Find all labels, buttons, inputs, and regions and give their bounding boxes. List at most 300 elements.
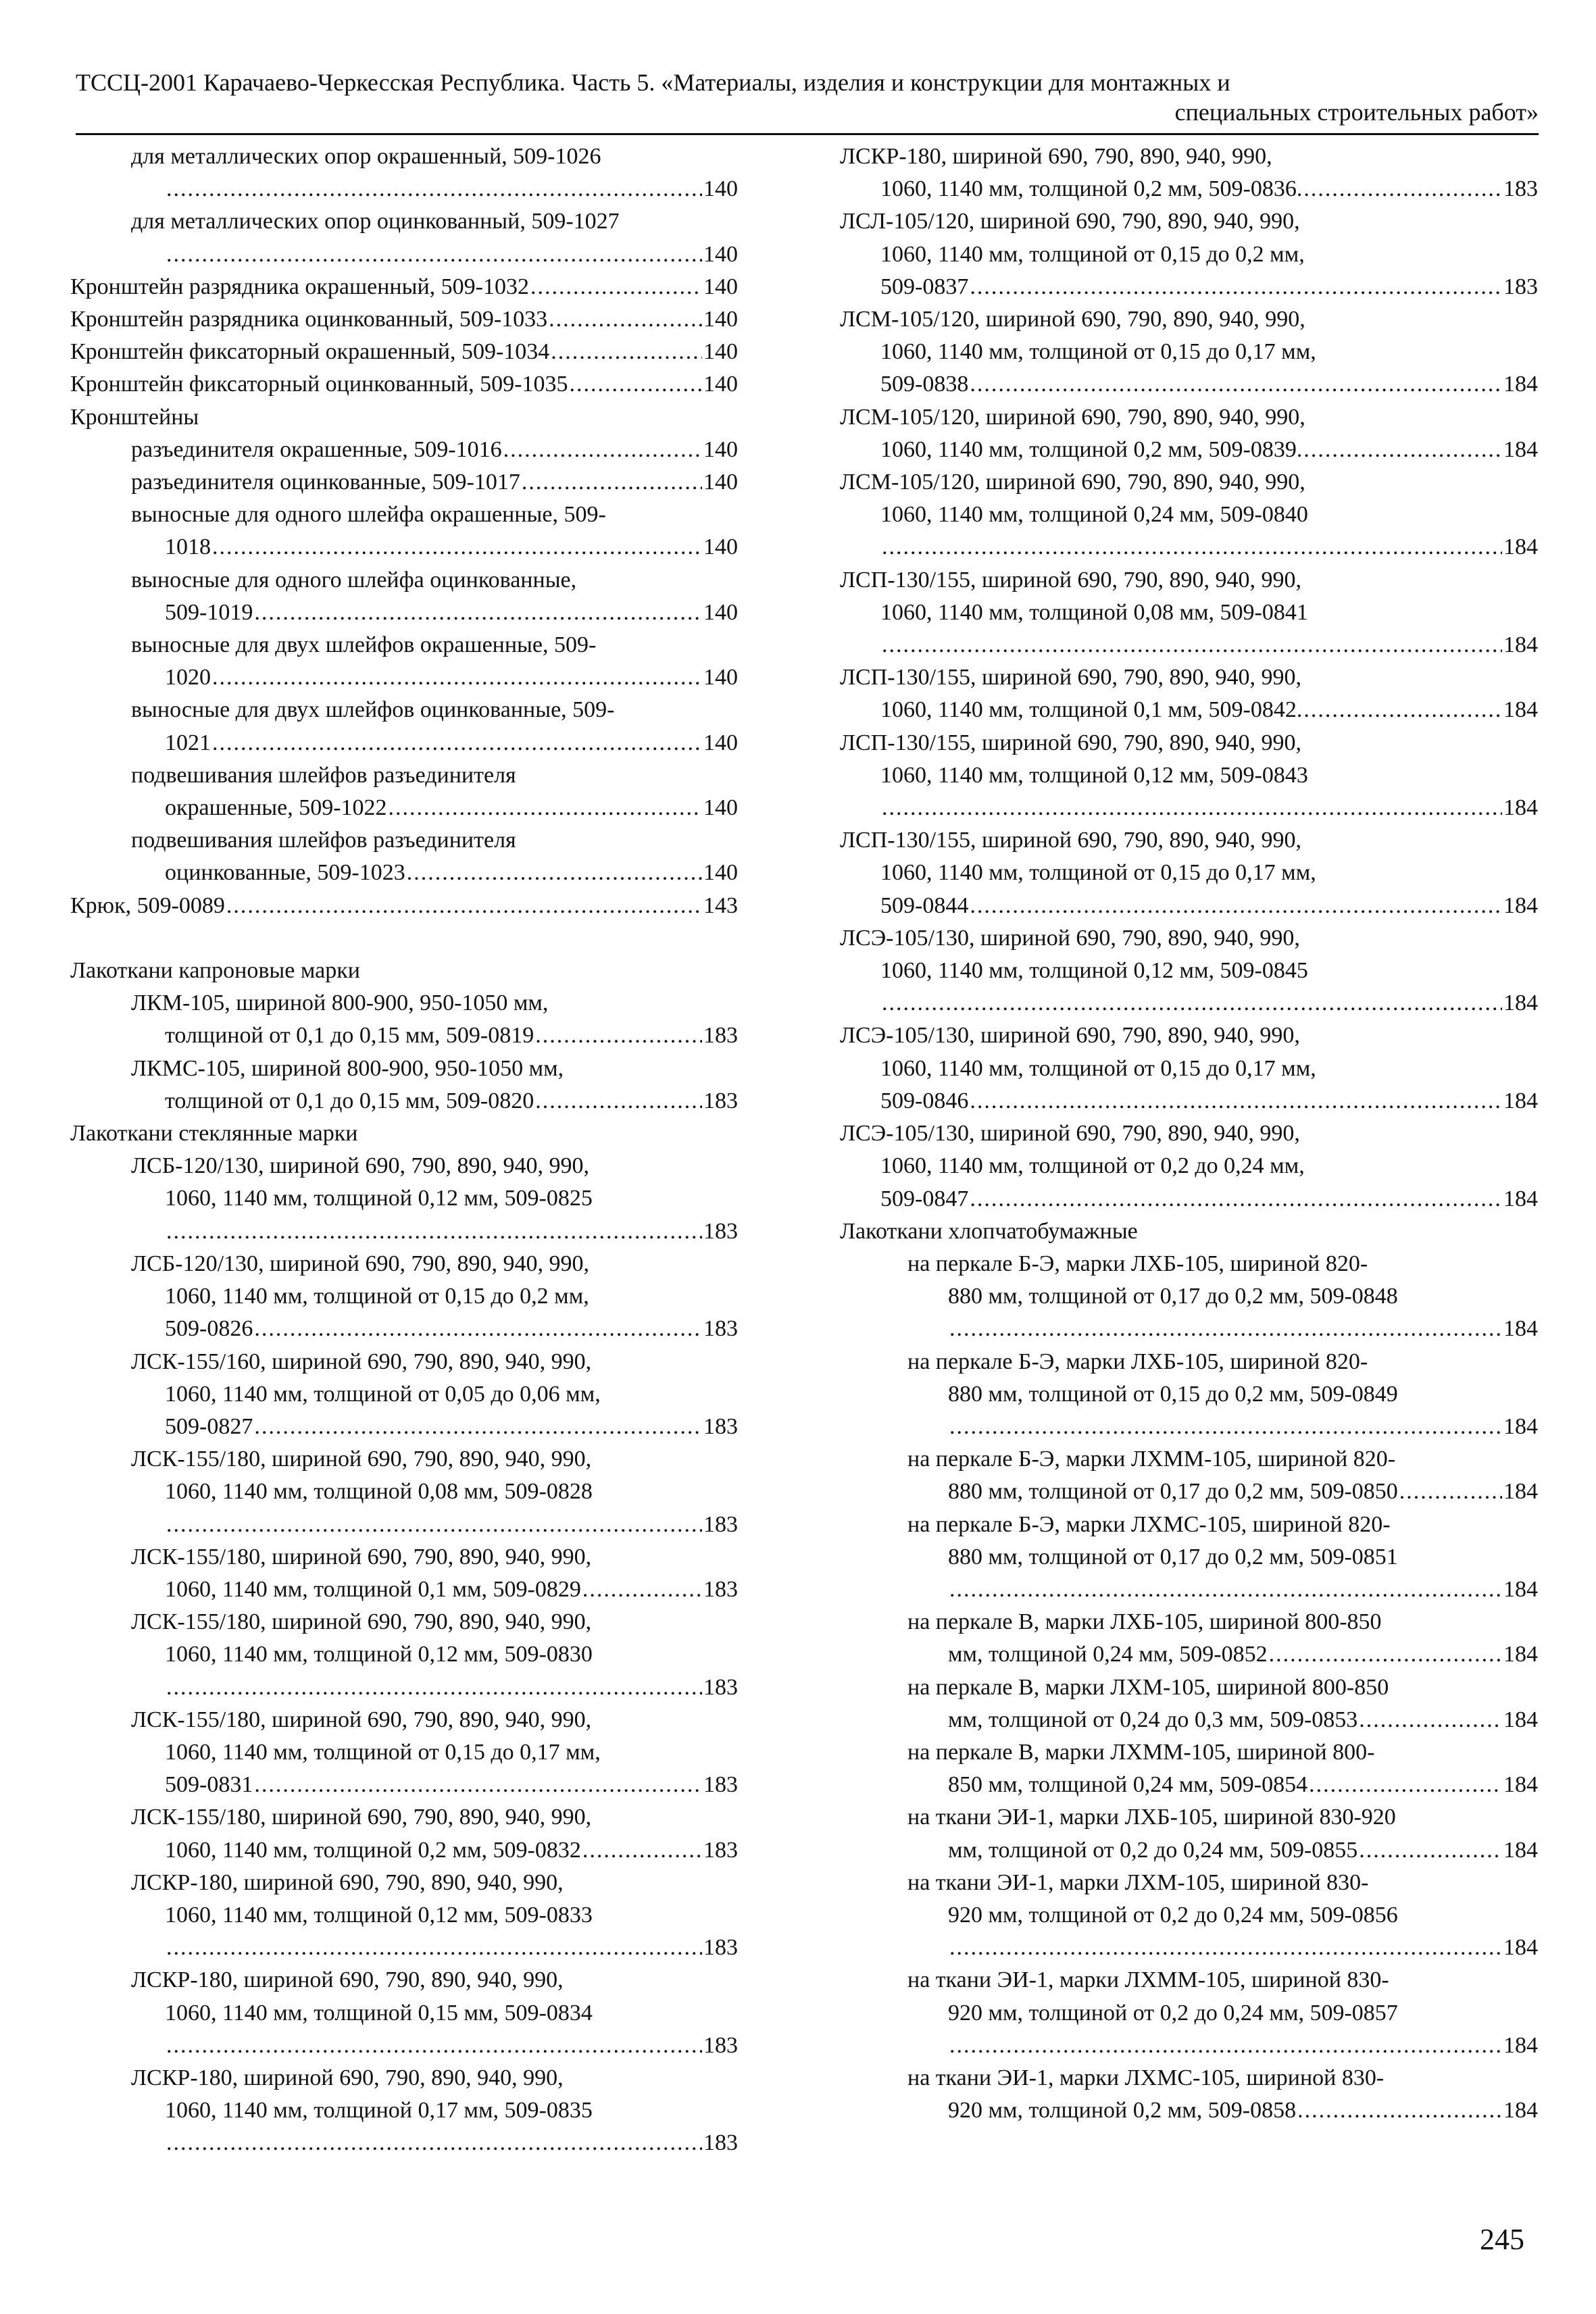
entry-text-line: выносные для одного шлейфа оцинкованные, (131, 567, 577, 593)
entry-leader-line (70, 173, 738, 205)
entry-text-tail: 850 мм, толщиной 0,24 мм, 509-0854 (948, 1772, 1308, 1798)
entry-text-line: ЛКМС-105, шириной 800-900, 950-1050 мм, (131, 1055, 564, 1081)
entry-text-tail: 509-0844 (880, 892, 969, 918)
index-entry (70, 1346, 738, 1444)
dot-leader (949, 1574, 1502, 1606)
entry-text-tail: мм, толщиной от 0,2 до 0,24 мм, 509-0855 (948, 1837, 1358, 1863)
index-entry (70, 890, 738, 922)
index-column-left (70, 141, 738, 2160)
dot-leader (407, 857, 702, 889)
dot-leader (1297, 2094, 1502, 2127)
header-title-line1: ТССЦ-2001 Карачаево-Черкесская Республика. Часть 5. «Материалы, изделия и конструкции для монтажных и (76, 69, 1230, 96)
entry-text-line: ЛСК-155/180, шириной 690, 790, 890, 940, 990, (131, 1805, 592, 1830)
dot-leader (949, 1313, 1502, 1345)
dot-leader (166, 2127, 702, 2159)
dot-leader (254, 1769, 702, 1801)
entry-text (840, 401, 1538, 434)
entry-leader-line (70, 2127, 738, 2159)
entry-text-tail: 1018 (165, 534, 211, 560)
dot-leader (166, 1509, 702, 1541)
entry-text (840, 141, 1538, 173)
entry-text-line: ЛСП-130/155, шириной 690, 790, 890, 940, 990, (840, 567, 1302, 593)
index-entry (840, 564, 1538, 662)
entry-text (840, 205, 1538, 270)
entry-text (70, 1704, 738, 1769)
index-entry (840, 727, 1538, 825)
index-entry (840, 1248, 1538, 1346)
entry-text-tail: толщиной от 0,1 до 0,15 мм, 509-0820 (165, 1088, 534, 1113)
entry-text (840, 1964, 1538, 2029)
entry-leader-line (840, 2030, 1538, 2062)
entry-page-ref: 184 (1503, 1935, 1538, 1961)
entry-text-line: 1060, 1140 мм, толщиной 0,12 мм, 509-0830 (165, 1642, 593, 1667)
entry-text (70, 1606, 738, 1671)
header-divider (76, 133, 1539, 135)
entry-text-line: ЛСП-130/155, шириной 690, 790, 890, 940, 990, (840, 665, 1302, 690)
index-entry (70, 2062, 738, 2160)
entry-text-line: 1060, 1140 мм, толщиной 0,12 мм, 509-0843 (880, 762, 1308, 788)
index-entry (840, 1117, 1538, 1215)
entry-text-tail: оцинкованные, 509-1023 (165, 860, 405, 886)
index-entry (840, 303, 1538, 401)
entry-page-ref: 140 (703, 795, 738, 821)
entry-text-tail: 509-0831 (165, 1772, 253, 1798)
dot-leader (949, 2030, 1502, 2062)
entry-page-ref: 183 (703, 1218, 738, 1244)
entry-text-tail: Кронштейн фиксаторный оцинкованный, 509-1035 (70, 372, 568, 397)
dot-leader (226, 890, 702, 922)
entry-leader-line (70, 1574, 738, 1606)
entry-page-ref: 184 (1503, 436, 1538, 462)
index-entry (840, 401, 1538, 466)
entry-text-tail: 509-0838 (880, 372, 969, 397)
dot-leader (1399, 1476, 1502, 1508)
entry-text-line: ЛСБ-120/130, шириной 690, 790, 890, 940, 990, (131, 1153, 589, 1179)
entry-text-line: ЛСКР-180, шириной 690, 790, 890, 940, 990, (131, 1869, 564, 1895)
index-heading: Кронштейны (70, 404, 199, 430)
index-entry (70, 205, 738, 270)
entry-text-line: выносные для двух шлейфов оцинкованные, 509- (131, 697, 615, 723)
entry-leader-line (840, 368, 1538, 401)
dot-leader (530, 271, 702, 303)
entry-text-line: на перкале Б-Э, марки ЛХМС-105, шириной 820- (907, 1511, 1391, 1537)
entry-text-line: ЛСК-155/180, шириной 690, 790, 890, 940, 990, (131, 1544, 592, 1569)
entry-leader-line (840, 2094, 1538, 2127)
entry-leader-line (840, 1085, 1538, 1117)
entry-text (840, 1509, 1538, 1574)
entry-page-ref: 184 (1503, 1479, 1538, 1505)
entry-text (70, 987, 738, 1020)
running-header (76, 68, 1539, 127)
entry-leader-line (840, 987, 1538, 1020)
entry-page-ref: 140 (703, 534, 738, 560)
dot-leader (254, 597, 702, 629)
entry-text-line: 1060, 1140 мм, толщиной от 0,15 до 0,2 мм, (880, 241, 1305, 267)
entry-text-tail: Кронштейн фиксаторный окрашенный, 509-1034 (70, 339, 550, 365)
entry-leader-line (840, 1476, 1538, 1508)
entry-page-ref: 183 (703, 1935, 738, 1961)
entry-leader-line (70, 466, 738, 499)
entry-page-ref: 184 (1503, 1837, 1538, 1863)
entry-page-ref: 183 (703, 1772, 738, 1798)
entry-text (70, 629, 738, 661)
entry-leader-line (840, 1834, 1538, 1867)
entry-text-line: 880 мм, толщиной от 0,17 до 0,2 мм, 509-0851 (948, 1544, 1398, 1569)
entry-leader-line (70, 303, 738, 336)
entry-leader-line (70, 1671, 738, 1704)
entry-text-line: на перкале В, марки ЛХММ-105, шириной 800- (907, 1739, 1375, 1765)
entry-page-ref: 184 (1503, 1186, 1538, 1211)
index-entry (840, 1346, 1538, 1444)
entry-text-line: на ткани ЭИ-1, марки ЛХБ-105, шириной 830-920 (907, 1805, 1396, 1830)
dot-leader (166, 173, 702, 205)
entry-page-ref: 183 (703, 2032, 738, 2058)
entry-leader-line (70, 727, 738, 759)
entry-text-line: на перкале Б-Э, марки ЛХБ-105, шириной 820- (907, 1251, 1368, 1276)
entry-text (70, 824, 738, 857)
entry-page-ref: 140 (703, 372, 738, 397)
entry-text (840, 564, 1538, 629)
entry-text-line: выносные для одного шлейфа окрашенные, 509- (131, 502, 606, 528)
index-entry (840, 1443, 1538, 1508)
entry-page-ref: 184 (1503, 534, 1538, 560)
dot-leader (1309, 1769, 1502, 1801)
entry-leader-line (70, 1020, 738, 1052)
index-entry (70, 141, 738, 205)
index-entry (840, 1801, 1538, 1866)
index-heading: Лакоткани капроновые марки (70, 958, 360, 984)
dot-leader (535, 1085, 702, 1117)
entry-leader-line (70, 1769, 738, 1801)
entry-text (840, 824, 1538, 889)
entry-leader-line (840, 1411, 1538, 1443)
entry-page-ref: 184 (1503, 795, 1538, 821)
entry-text-tail: 509-0837 (880, 274, 969, 299)
entry-text (840, 1020, 1538, 1084)
entry-text-line: 1060, 1140 мм, толщиной от 0,15 до 0,2 мм, (165, 1284, 589, 1309)
entry-text-tail: 509-1019 (165, 599, 253, 625)
entry-text (70, 1964, 738, 2029)
header-title-line2: специальных строительных работ» (1174, 99, 1539, 126)
entry-text-line: подвешивания шлейфов разъединителя (131, 762, 516, 788)
entry-text-line: 1060, 1140 мм, толщиной 0,17 мм, 509-0835 (165, 2098, 593, 2123)
entry-text (70, 1867, 738, 1932)
index-entry (840, 1671, 1538, 1736)
entry-text-tail: 1021 (165, 730, 211, 755)
entry-text (840, 1443, 1538, 1476)
entry-leader-line (840, 1932, 1538, 1964)
entry-text-tail: 1060, 1140 мм, толщиной 0,2 мм, 509-0832 (165, 1837, 581, 1863)
entry-text (70, 1248, 738, 1313)
entry-text (840, 661, 1538, 694)
entry-page-ref: 184 (1503, 1707, 1538, 1732)
entry-page-ref: 184 (1503, 2032, 1538, 2058)
entry-page-ref: 183 (703, 1088, 738, 1113)
index-entry (840, 824, 1538, 922)
entry-leader-line (840, 629, 1538, 661)
entry-page-ref: 140 (703, 176, 738, 202)
entry-text-line: ЛСЭ-105/130, шириной 690, 790, 890, 940, 990, (840, 1023, 1300, 1049)
entry-page-ref: 140 (703, 241, 738, 267)
entry-text-line: 1060, 1140 мм, толщиной 0,08 мм, 509-0828 (165, 1479, 593, 1505)
dot-leader (166, 2030, 702, 2062)
entry-text (840, 1671, 1538, 1704)
index-entry (70, 368, 738, 401)
entry-text-line: 1060, 1140 мм, толщиной 0,15 мм, 509-0834 (165, 2000, 593, 2026)
entry-page-ref: 184 (1503, 2098, 1538, 2123)
entry-leader-line (70, 1509, 738, 1541)
entry-leader-line (840, 1313, 1538, 1345)
entry-text-line: 1060, 1140 мм, толщиной 0,12 мм, 509-0833 (165, 1902, 593, 1928)
index-entry (70, 987, 738, 1052)
index-entry (70, 466, 738, 499)
entry-text-line: ЛСЭ-105/130, шириной 690, 790, 890, 940, 990, (840, 1121, 1300, 1147)
entry-text (70, 1150, 738, 1215)
entry-text-line: на ткани ЭИ-1, марки ЛХМ-105, шириной 830- (907, 1869, 1369, 1895)
entry-text (70, 141, 738, 173)
entry-text (70, 1053, 738, 1085)
entry-leader-line (70, 597, 738, 629)
dot-leader (949, 1411, 1502, 1443)
entry-text-line: ЛСК-155/160, шириной 690, 790, 890, 940, 990, (131, 1349, 592, 1374)
dot-leader (254, 1411, 702, 1443)
dot-leader (166, 1671, 702, 1704)
index-entry (840, 466, 1538, 564)
dot-leader (389, 792, 702, 824)
entry-page-ref: 183 (703, 1316, 738, 1342)
dot-leader (582, 1574, 702, 1606)
entry-text (840, 303, 1538, 368)
index-entry (70, 1053, 738, 1117)
entry-page-ref: 183 (703, 1674, 738, 1700)
entry-page-ref: 183 (703, 1576, 738, 1602)
entry-text-line: 1060, 1140 мм, толщиной 0,12 мм, 509-0825 (165, 1186, 593, 1211)
index-entry (70, 271, 738, 303)
dot-leader (1303, 434, 1502, 466)
entry-page-ref: 140 (703, 665, 738, 690)
entry-page-ref: 143 (703, 892, 738, 918)
index-entry (70, 336, 738, 368)
entry-page-ref: 184 (1503, 697, 1538, 723)
entry-text (70, 2062, 738, 2127)
dot-leader (535, 1020, 702, 1052)
entry-leader-line (840, 1769, 1538, 1801)
entry-text-line: ЛСК-155/180, шириной 690, 790, 890, 940, 990, (131, 1447, 592, 1472)
entry-text (840, 922, 1538, 987)
index-entry (70, 694, 738, 759)
entry-page-ref: 184 (1503, 1088, 1538, 1113)
entry-leader-line (840, 434, 1538, 466)
entry-text-tail: 1060, 1140 мм, толщиной 0,1 мм, 509-0842. (880, 697, 1303, 723)
entry-leader-line (70, 792, 738, 824)
page-number: 245 (1480, 2223, 1524, 2256)
entry-page-ref: 140 (703, 339, 738, 365)
index-entry (70, 499, 738, 563)
index-entry (840, 2062, 1538, 2127)
entry-text (840, 1117, 1538, 1182)
entry-text-tail: Крюк, 509-0089 (70, 892, 225, 918)
entry-leader-line (840, 1638, 1538, 1671)
index-heading: Лакоткани хлопчатобумажные (840, 1218, 1138, 1244)
dot-leader (522, 466, 702, 499)
entry-leader-line (840, 1704, 1538, 1736)
entry-text-tail: 509-0847 (880, 1186, 969, 1211)
entry-page-ref: 184 (1503, 1413, 1538, 1439)
entry-text-tail: 1020 (165, 665, 211, 690)
entry-leader-line (840, 531, 1538, 563)
dot-leader (882, 792, 1502, 824)
entry-text-line: на ткани ЭИ-1, марки ЛХММ-105, шириной 830- (907, 1967, 1389, 1993)
dot-leader (970, 890, 1502, 922)
entry-page-ref: 183 (703, 1023, 738, 1049)
entry-leader-line (70, 1932, 738, 1964)
index-entry (840, 1509, 1538, 1607)
entry-text-line: 1060, 1140 мм, толщиной 0,08 мм, 509-0841 (880, 599, 1308, 625)
index-entry (70, 759, 738, 824)
entry-text-line: 1060, 1140 мм, толщиной от 0,05 до 0,06 мм, (165, 1381, 601, 1407)
index-entry (840, 1606, 1538, 1671)
entry-text-line: 880 мм, толщиной от 0,17 до 0,2 мм, 509-0848 (948, 1284, 1398, 1309)
entry-text-line: на ткани ЭИ-1, марки ЛХМС-105, шириной 830- (907, 2065, 1385, 2090)
entry-page-ref: 184 (1503, 892, 1538, 918)
index-entry (70, 1964, 738, 2062)
entry-leader-line (70, 857, 738, 889)
entry-text-tail: толщиной от 0,1 до 0,15 мм, 509-0819 (165, 1023, 534, 1049)
index-entry (840, 141, 1538, 205)
entry-text-tail: 509-0846 (880, 1088, 969, 1113)
entry-leader-line (70, 1834, 738, 1867)
entry-leader-line (840, 792, 1538, 824)
entry-text (70, 1801, 738, 1834)
index-column-right (840, 141, 1538, 2127)
dot-leader (970, 1183, 1502, 1215)
index-entry (840, 922, 1538, 1020)
entry-page-ref: 183 (703, 2130, 738, 2156)
entry-text-line: 920 мм, толщиной от 0,2 до 0,24 мм, 509-0856 (948, 1902, 1398, 1928)
entry-text (70, 759, 738, 792)
index-entry (70, 629, 738, 694)
entry-leader-line (840, 271, 1538, 303)
entry-text-line: ЛСКР-180, шириной 690, 790, 890, 940, 990, (840, 144, 1272, 169)
entry-text-line: 1060, 1140 мм, толщиной 0,24 мм, 509-0840 (880, 502, 1308, 528)
entry-page-ref: 183 (703, 1511, 738, 1537)
dot-leader (970, 271, 1502, 303)
entry-leader-line (70, 531, 738, 563)
dot-leader (212, 727, 702, 759)
entry-text-tail: 1060, 1140 мм, толщиной 0,1 мм, 509-0829 (165, 1576, 581, 1602)
dot-leader (569, 368, 702, 401)
entry-leader-line (840, 173, 1538, 205)
entry-text (70, 564, 738, 597)
entry-page-ref: 140 (703, 436, 738, 462)
entry-text-line: 1060, 1140 мм, толщиной от 0,15 до 0,17 мм, (880, 1055, 1316, 1081)
index-entry (840, 1867, 1538, 1965)
index-spacer (70, 922, 738, 955)
index-entry (70, 564, 738, 629)
dot-leader (212, 661, 702, 694)
index-entry (70, 303, 738, 336)
entry-leader-line (70, 336, 738, 368)
entry-page-ref: 183 (1503, 176, 1538, 202)
entry-text-line: для металлических опор окрашенный, 509-1026 (131, 144, 601, 169)
dot-leader (1303, 694, 1502, 726)
dot-leader (503, 434, 702, 466)
entry-page-ref: 140 (703, 274, 738, 299)
entry-leader-line (840, 694, 1538, 726)
dot-leader (1359, 1834, 1502, 1867)
entry-leader-line (70, 2030, 738, 2062)
entry-text (840, 1867, 1538, 1932)
entry-page-ref: 183 (703, 1837, 738, 1863)
entry-leader-line (70, 434, 738, 466)
dot-leader (1303, 173, 1502, 205)
index-entry (70, 1150, 738, 1248)
entry-text-tail: Кронштейн разрядника окрашенный, 509-1032 (70, 274, 529, 299)
entry-page-ref: 140 (703, 730, 738, 755)
entry-text (840, 1606, 1538, 1638)
entry-text-line: подвешивания шлейфов разъединителя (131, 828, 516, 853)
dot-leader (882, 987, 1502, 1020)
entry-text (840, 727, 1538, 792)
dot-leader (166, 1932, 702, 1964)
index-entry (70, 824, 738, 889)
dot-leader (166, 1215, 702, 1248)
entry-text-tail: разъединителя оцинкованные, 509-1017 (131, 470, 520, 495)
dot-leader (882, 629, 1502, 661)
entry-text (840, 1801, 1538, 1834)
entry-text-tail: 1060, 1140 мм, толщиной 0,2 мм, 509-0839. (880, 436, 1303, 462)
dot-leader (254, 1313, 702, 1345)
index-entry (70, 1248, 738, 1346)
entry-text-tail: 920 мм, толщиной 0,2 мм, 509-0858 (948, 2098, 1297, 2123)
entry-text (840, 1346, 1538, 1411)
entry-page-ref: 184 (1503, 1642, 1538, 1667)
entry-leader-line (840, 1183, 1538, 1215)
entry-text (70, 694, 738, 726)
entry-text (70, 1443, 738, 1508)
entry-page-ref: 184 (1503, 1772, 1538, 1798)
entry-text-line: 920 мм, толщиной от 0,2 до 0,24 мм, 509-0857 (948, 2000, 1398, 2026)
entry-text (70, 1346, 738, 1411)
entry-text-line: ЛКМ-105, шириной 800-900, 950-1050 мм, (131, 990, 549, 1016)
entry-text-tail: 509-0826 (165, 1316, 253, 1342)
entry-text-line: на перкале В, марки ЛХМ-105, шириной 800-850 (907, 1674, 1389, 1700)
entry-text-line: ЛСКР-180, шириной 690, 790, 890, 940, 990, (131, 1967, 564, 1993)
index-heading: Лакоткани стеклянные марки (70, 1121, 358, 1147)
index-entry (840, 661, 1538, 726)
entry-text-line: выносные для двух шлейфов окрашенные, 509- (131, 632, 597, 658)
index-entry (70, 1801, 738, 1866)
entry-leader-line (70, 890, 738, 922)
entry-text (70, 205, 738, 238)
entry-text-line: ЛСБ-120/130, шириной 690, 790, 890, 940, 990, (131, 1251, 589, 1276)
entry-leader-line (70, 238, 738, 271)
entry-text-line: на перкале В, марки ЛХБ-105, шириной 800-850 (907, 1609, 1382, 1635)
entry-text-line: на перкале Б-Э, марки ЛХБ-105, шириной 820- (907, 1349, 1368, 1374)
entry-text-line: на перкале Б-Э, марки ЛХММ-105, шириной 820- (907, 1447, 1396, 1472)
entry-leader-line (70, 1215, 738, 1248)
entry-text (70, 499, 738, 531)
dot-leader (212, 531, 702, 563)
entry-text-line: ЛСК-155/180, шириной 690, 790, 890, 940, 990, (131, 1707, 592, 1732)
entry-text-tail: 880 мм, толщиной от 0,17 до 0,2 мм, 509-0850 (948, 1479, 1398, 1505)
entry-leader-line (70, 1313, 738, 1345)
entry-text-line: 880 мм, толщиной от 0,15 до 0,2 мм, 509-0849 (948, 1381, 1398, 1407)
entry-leader-line (840, 890, 1538, 922)
entry-text-tail: мм, толщиной от 0,24 до 0,3 мм, 509-0853 (948, 1707, 1358, 1732)
entry-text-line: ЛСЭ-105/130, шириной 690, 790, 890, 940, 990, (840, 925, 1300, 951)
entry-text-line: 1060, 1140 мм, толщиной от 0,2 до 0,24 мм, (880, 1153, 1305, 1179)
